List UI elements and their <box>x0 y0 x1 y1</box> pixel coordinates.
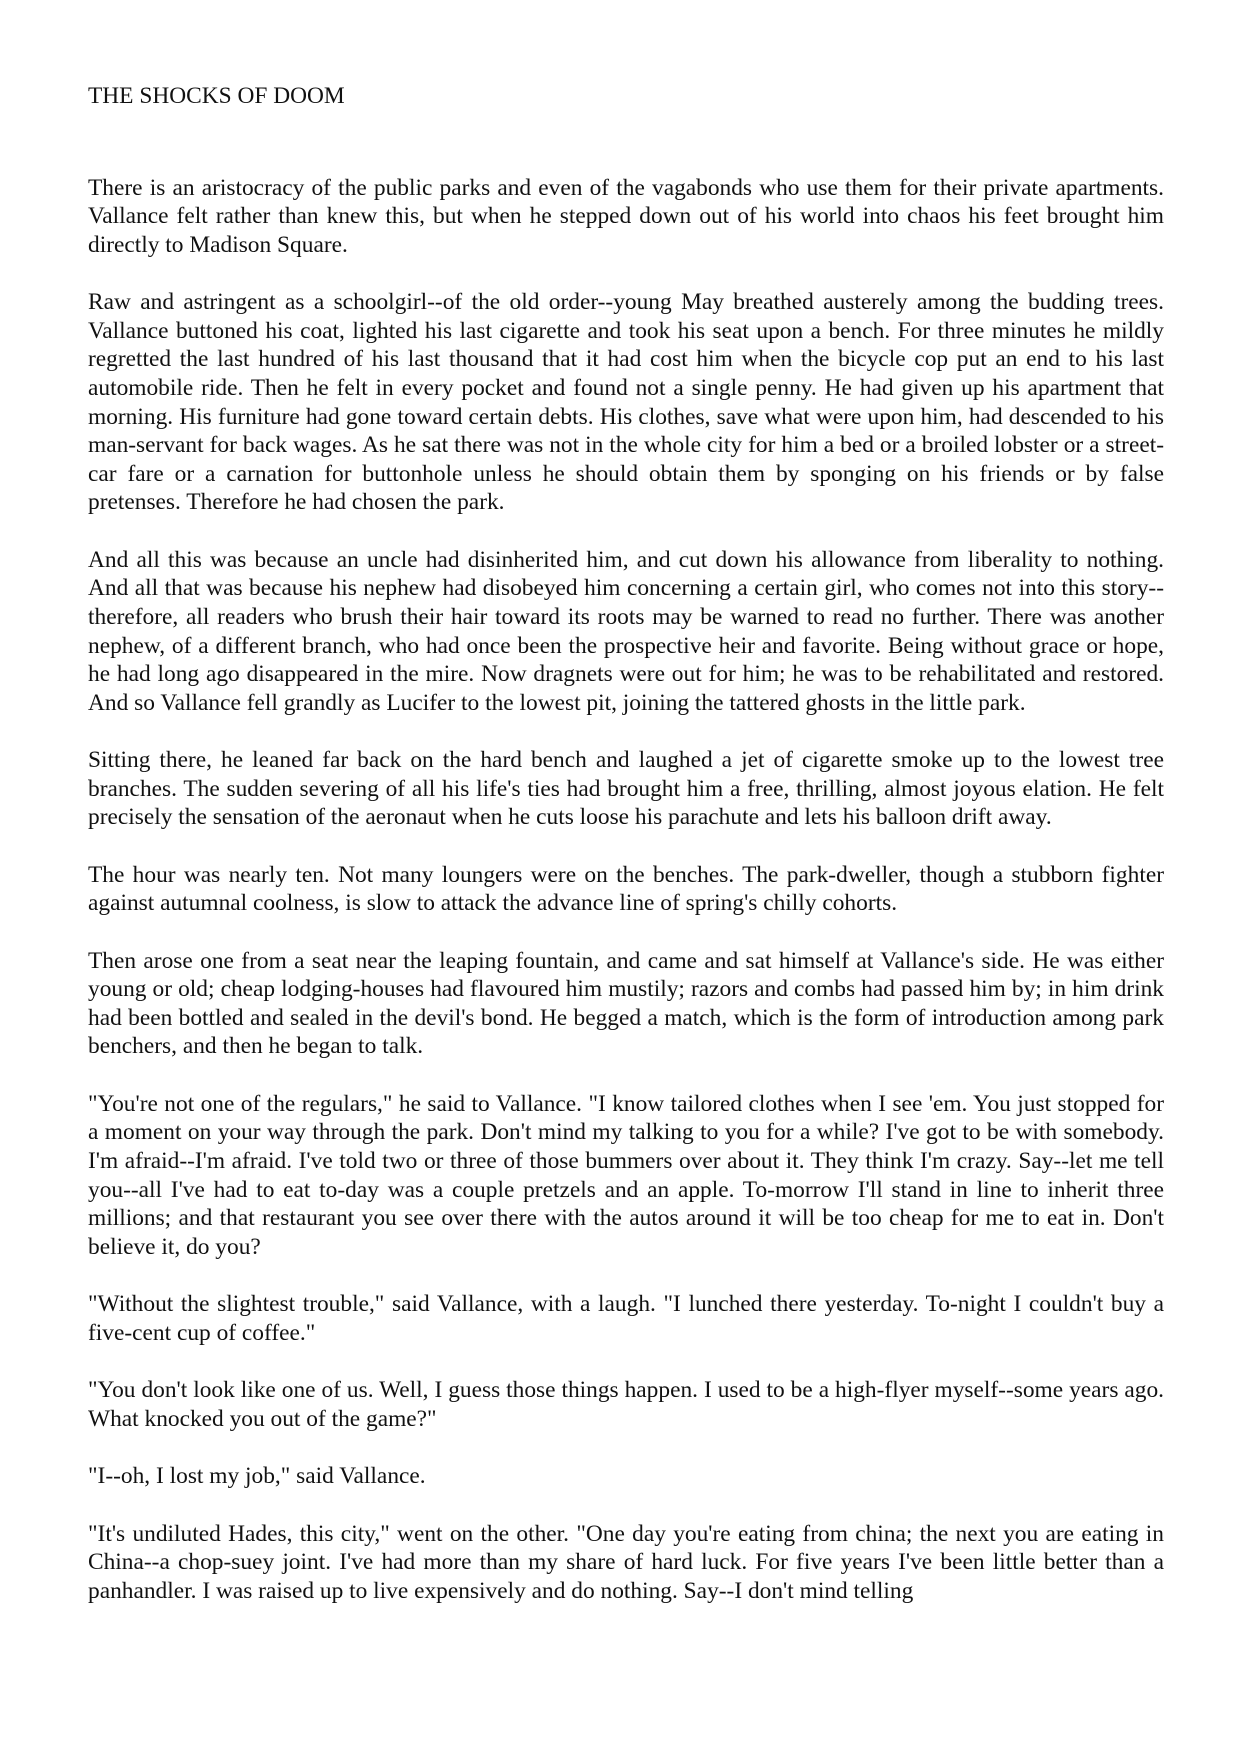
document-page <box>88 82 1164 1605</box>
paragraph-11: "It's undiluted Hades, this city," went on the other. "One day you're eating from china; the next you are eating in China--a chop-suey joint. I've had more than my share of hard luck. For five years I've been little better than a panhandler. I was raised up to live expensively and do nothing. Say--I don't mind telling <box>88 1520 1164 1604</box>
paragraph-6: Then arose one from a seat near the leaping fountain, and came and sat himself at Vallance's side. He was either young or old; cheap lodging-houses had flavoured him mustily; razors and combs had passed him by; in him drink had been bottled and sealed in the devil's bond. He begged a match, which is the form of introduction among park benchers, and then he began to talk. <box>88 947 1164 1060</box>
paragraph-5: The hour was nearly ten. Not many loungers were on the benches. The park-dweller, though a stubborn fighter against autumnal coolness, is slow to attack the advance line of spring's chilly cohorts. <box>88 861 1164 917</box>
paragraph-10: "I--oh, I lost my job," said Vallance. <box>88 1463 426 1490</box>
paragraph-3: And all this was because an uncle had disinherited him, and cut down his allowance from liberality to nothing. And all that was because his nephew had disobeyed him concerning a certain girl, who comes not into this story--therefore, all readers who brush their hair toward its roots may be warned to read no further. There was another nephew, of a different branch, who had once been the prospective heir and favorite. Being without grace or hope, he had long ago disappeared in the mire. Now dragnets were out for him; he was to be rehabilitated and restored. And so Vallance fell grandly as Lucifer to the lowest pit, joining the tattered ghosts in the little park. <box>88 546 1164 716</box>
paragraph-1: There is an aristocracy of the public parks and even of the vagabonds who use them for their private apartments. Vallance felt rather than knew this, but when he stepped down out of his world into chaos his feet brought him directly to Madison Square. <box>88 174 1164 258</box>
paragraph-4: Sitting there, he leaned far back on the hard bench and laughed a jet of cigarette smoke up to the lowest tree branches. The sudden severing of all his life's ties had brought him a free, thrilling, almost joyous elation. He felt precisely the sensation of the aeronaut when he cuts loose his parachute and lets his balloon drift away. <box>88 747 1164 831</box>
paragraph-7: "You're not one of the regulars," he said to Vallance. "I know tailored clothes when I see 'em. You just stopped for a moment on your way through the park. Don't mind my talking to you for a while? I've got to be with somebody. I'm afraid--I'm afraid. I've told two or three of those bummers over about it. They think I'm crazy. Say--let me tell you--all I've had to eat to-day was a couple pretzels and an apple. To-morrow I'll stand in line to inherit three millions; and that restaurant you see over there with the autos around it will be too cheap for me to eat in. Don't believe it, do you? <box>88 1090 1164 1260</box>
paragraph-8: "Without the slightest trouble," said Vallance, with a laugh. "I lunched there yesterday. To-night I couldn't buy a five-cent cup of coffee." <box>88 1291 1164 1346</box>
paragraph-2: Raw and astringent as a schoolgirl--of the old order--young May breathed austerely among the budding trees. Vallance buttoned his coat, lighted his last cigarette and took his seat upon a bench. For three minutes he mildly regretted the last hundred of his last thousand that it had cost him when the bicycle cop put an end to his last automobile ride. Then he felt in every pocket and found not a single penny. He had given up his apartment that morning. His furniture had gone toward certain debts. His clothes, save what were upon him, had descended to his man-servant for back wages. As he sat there was not in the whole city for him a bed or a broiled lobster or a street-car fare or a carnation for buttonhole unless he should obtain them by sponging on his friends or by false pretenses. Therefore he had chosen the park. <box>88 289 1164 516</box>
story-title: THE SHOCKS OF DOOM <box>88 83 345 109</box>
paragraph-9: "You don't look like one of us. Well, I guess those things happen. I used to be a high-flyer myself--some years ago. What knocked you out of the game?" <box>88 1377 1164 1432</box>
